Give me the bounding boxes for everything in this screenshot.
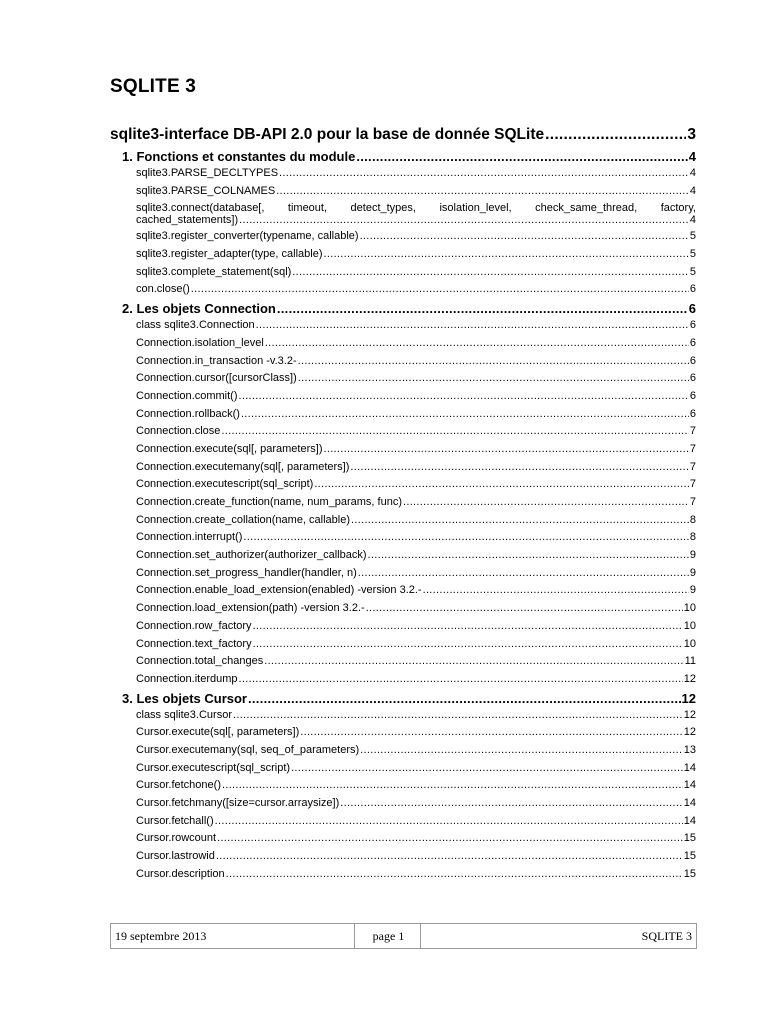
toc-label-line-1 [136, 202, 696, 214]
toc-page-number: 7 [689, 478, 696, 491]
toc-entry[interactable] [110, 638, 696, 656]
toc-label: sqlite3.register_adapter(type, callable) [136, 248, 323, 261]
toc-page-number: 6 [689, 319, 696, 332]
toc-leader [291, 762, 683, 774]
toc-label: Cursor.description [136, 867, 225, 880]
toc-label: Cursor.fetchone() [136, 779, 221, 792]
toc-label: Connection.in_transaction -v.3.2- [136, 354, 297, 367]
toc-entry[interactable] [110, 372, 696, 390]
toc-label-word: timeout, [287, 202, 328, 215]
toc-entry[interactable] [110, 850, 696, 868]
toc-label: 2. Les objets Connection [122, 301, 276, 317]
toc-entry[interactable] [110, 549, 696, 567]
toc-label-word: check_same_thread, [535, 202, 638, 215]
toc-page-number: 15 [683, 832, 696, 845]
toc-entry[interactable] [110, 266, 696, 284]
toc-label: Cursor.execute(sql[, parameters]) [136, 726, 300, 739]
toc-entry[interactable] [110, 443, 696, 461]
toc-leader [340, 797, 682, 809]
toc-label-line-2: cached_statements]) [136, 214, 239, 227]
toc-label: Connection.iterdump [136, 672, 238, 685]
toc-page-number: 12 [681, 690, 696, 706]
toc-page-number: 4 [689, 184, 696, 197]
toc-label: Connection.close [136, 425, 221, 438]
toc-leader [221, 425, 688, 437]
toc-page-number: 6 [688, 301, 696, 317]
toc-label: Connection.set_progress_handler(handler, n) [136, 566, 357, 579]
toc-page-number: 8 [689, 513, 696, 526]
toc-label: Connection.executescript(sql_script) [136, 478, 314, 491]
toc-label-word: detect_types, [350, 202, 416, 215]
toc-page-number: 14 [683, 814, 696, 827]
toc-entry[interactable] [110, 531, 696, 549]
toc-page-number: 5 [689, 230, 696, 243]
toc-leader [366, 602, 683, 614]
toc-leader [215, 815, 683, 827]
toc-leader [323, 443, 688, 455]
toc-entry[interactable] [110, 815, 696, 833]
toc-entry[interactable] [110, 832, 696, 850]
toc-label: Connection.executemany(sql[, parameters]) [136, 460, 350, 473]
toc-leader [351, 514, 689, 526]
toc-leader [324, 248, 689, 260]
toc-label: sqlite3.PARSE_COLNAMES [136, 184, 276, 197]
toc-label: Connection.interrupt() [136, 531, 243, 544]
toc-section-3[interactable] [110, 691, 696, 709]
toc-leader [277, 301, 688, 316]
toc-section-2[interactable] [110, 301, 696, 319]
footer-title: SQLITE 3 [641, 928, 692, 943]
toc-leader [298, 372, 689, 384]
toc-page-number: 10 [683, 619, 696, 632]
toc-page-number: 12 [683, 708, 696, 721]
footer-date: 19 septembre 2013 [111, 924, 355, 948]
toc-page-number: 12 [683, 672, 696, 685]
toc-leader [191, 283, 689, 295]
toc-entry[interactable] [110, 425, 696, 443]
toc-page-number: 6 [689, 283, 696, 296]
table-of-contents [110, 124, 696, 885]
toc-page-number: 9 [689, 584, 696, 597]
toc-page-number: 6 [689, 389, 696, 402]
toc-label: Cursor.fetchall() [136, 814, 214, 827]
toc-page-number: 13 [683, 743, 696, 756]
toc-section-1[interactable] [110, 149, 696, 167]
toc-page-number: 10 [683, 637, 696, 650]
toc-leader [238, 390, 688, 402]
toc-page-number: 4 [689, 167, 696, 179]
toc-leader [350, 461, 688, 473]
toc-leader [368, 549, 689, 561]
toc-entry[interactable] [110, 461, 696, 479]
toc-label: Connection.commit() [136, 389, 238, 402]
toc-label: class sqlite3.Cursor [136, 708, 232, 721]
toc-page-number: 14 [683, 761, 696, 774]
toc-entry[interactable] [110, 248, 696, 266]
toc-label-word: factory, [660, 202, 696, 215]
toc-label: Connection.create_collation(name, callable) [136, 513, 351, 526]
toc-label: Cursor.rowcount [136, 832, 217, 845]
toc-label: sqlite3.register_converter(typename, callable) [136, 230, 359, 243]
toc-entry[interactable] [110, 496, 696, 514]
toc-page-number: 6 [689, 372, 696, 385]
toc-leader [314, 478, 689, 490]
toc-entry[interactable] [110, 762, 696, 780]
toc-entry[interactable] [110, 355, 696, 373]
toc-entry[interactable] [110, 673, 696, 691]
toc-section-2-entries [110, 319, 696, 690]
footer-page-number: page 1 [355, 924, 421, 948]
toc-entry[interactable] [110, 390, 696, 408]
toc-page-number: 5 [689, 265, 696, 278]
toc-leader [358, 567, 689, 579]
toc-page-number: 15 [683, 850, 696, 863]
toc-page-number: 9 [689, 566, 696, 579]
toc-leader [360, 230, 689, 242]
toc-page-number: 14 [683, 797, 696, 809]
toc-label: Connection.set_authorizer(authorizer_callback) [136, 549, 367, 562]
toc-label: con.close() [136, 283, 190, 296]
toc-page-number: 8 [689, 531, 696, 544]
toc-page-number: 11 [684, 655, 696, 668]
toc-label: 3. Les objets Cursor [122, 690, 247, 706]
toc-label: Connection.isolation_level [136, 336, 264, 349]
page-footer [110, 923, 697, 949]
toc-entry[interactable] [110, 478, 696, 496]
toc-page-number: 6 [689, 354, 696, 367]
toc-entry[interactable] [110, 797, 696, 815]
toc-entry[interactable] [110, 709, 696, 727]
toc-leader [241, 408, 689, 420]
toc-page-number: 7 [689, 442, 696, 455]
toc-leader [423, 584, 689, 596]
toc-leader [253, 620, 683, 632]
toc-leader [243, 531, 688, 543]
toc-leader [356, 149, 687, 164]
toc-leader [265, 337, 689, 349]
toc-label: Cursor.executescript(sql_script) [136, 761, 291, 774]
toc-leader [239, 673, 683, 685]
toc-label: sqlite3.PARSE_DECLTYPES [136, 167, 279, 179]
toc-label-word: sqlite3.connect(database[, [136, 202, 265, 215]
toc-entry[interactable] [110, 514, 696, 532]
toc-page-number: 10 [683, 602, 696, 615]
toc-entry[interactable] [110, 744, 696, 762]
toc-label: Connection.row_factory [136, 619, 252, 632]
toc-leader [253, 638, 683, 650]
toc-entry[interactable] [110, 779, 696, 797]
toc-page-number: 12 [683, 726, 696, 739]
toc-entry[interactable] [110, 408, 696, 426]
toc-leader [248, 691, 681, 706]
toc-label: 1. Fonctions et constantes du module [122, 149, 356, 164]
toc-entry-line-2 [136, 214, 696, 226]
toc-entry[interactable] [110, 167, 696, 185]
toc-label: Connection.text_factory [136, 637, 252, 650]
toc-entry[interactable] [110, 319, 696, 337]
toc-label: Cursor.lastrowid [136, 850, 215, 863]
toc-page-number: 7 [689, 460, 696, 473]
toc-page-number: 7 [689, 425, 696, 438]
toc-page-number: 14 [683, 779, 696, 792]
toc-label: Cursor.executemany(sql, seq_of_parameters) [136, 743, 360, 756]
toc-leader [226, 868, 683, 880]
document-title: SQLITE 3 [110, 76, 197, 97]
toc-leader [360, 744, 683, 756]
toc-label: Connection.rollback() [136, 407, 240, 420]
toc-entry[interactable] [110, 567, 696, 585]
toc-label: Connection.execute(sql[, parameters]) [136, 442, 323, 455]
toc-label: sqlite3.complete_statement(sql) [136, 265, 292, 278]
toc-leader [216, 850, 683, 862]
toc-page-number: 4 [689, 214, 696, 227]
toc-label-word: isolation_level, [439, 202, 512, 215]
toc-entry[interactable] [110, 620, 696, 638]
toc-label: sqlite3-interface DB-API 2.0 pour la base de donnée SQLite [110, 126, 545, 143]
toc-main-entry[interactable] [110, 124, 696, 149]
toc-label: Connection.load_extension(path) -version 3.2.- [136, 602, 365, 615]
toc-leader [292, 266, 689, 278]
toc-page-number: 3 [687, 126, 696, 143]
toc-page-number: 7 [689, 496, 696, 508]
toc-leader [239, 214, 689, 226]
toc-label: Cursor.fetchmany([size=cursor.arraysize]) [136, 797, 340, 809]
toc-leader [403, 496, 689, 508]
toc-entry[interactable] [110, 337, 696, 355]
toc-entry[interactable] [110, 655, 696, 673]
toc-entry[interactable] [110, 602, 696, 620]
toc-page-number: 5 [689, 248, 696, 261]
toc-entry[interactable] [110, 185, 696, 203]
toc-leader [217, 832, 683, 844]
toc-leader [300, 726, 683, 738]
toc-section-3-entries [110, 709, 696, 886]
toc-leader [298, 355, 689, 367]
toc-entry[interactable] [110, 726, 696, 744]
toc-page-number: 6 [689, 407, 696, 420]
toc-leader [222, 779, 683, 791]
toc-entry[interactable] [110, 868, 696, 886]
toc-entry[interactable] [110, 230, 696, 248]
toc-label: Connection.total_changes [136, 655, 264, 668]
toc-page-number: 9 [689, 549, 696, 562]
toc-label: Connection.cursor([cursorClass]) [136, 372, 297, 385]
toc-page-number: 6 [689, 336, 696, 349]
toc-page-number: 4 [688, 149, 696, 164]
toc-leader [276, 185, 689, 197]
toc-leader [256, 319, 689, 331]
toc-entry-wrapped[interactable] [110, 202, 696, 230]
toc-leader [264, 655, 683, 667]
toc-leader [279, 167, 689, 179]
toc-leader [233, 709, 683, 721]
toc-entry[interactable] [110, 584, 696, 602]
toc-leader [545, 126, 686, 144]
toc-page-number: 15 [683, 867, 696, 880]
toc-label: class sqlite3.Connection [136, 319, 255, 332]
toc-label: Connection.enable_load_extension(enabled) -version 3.2.- [136, 584, 422, 597]
toc-label: Connection.create_function(name, num_params, func) [136, 496, 402, 508]
toc-entry[interactable] [110, 283, 696, 301]
